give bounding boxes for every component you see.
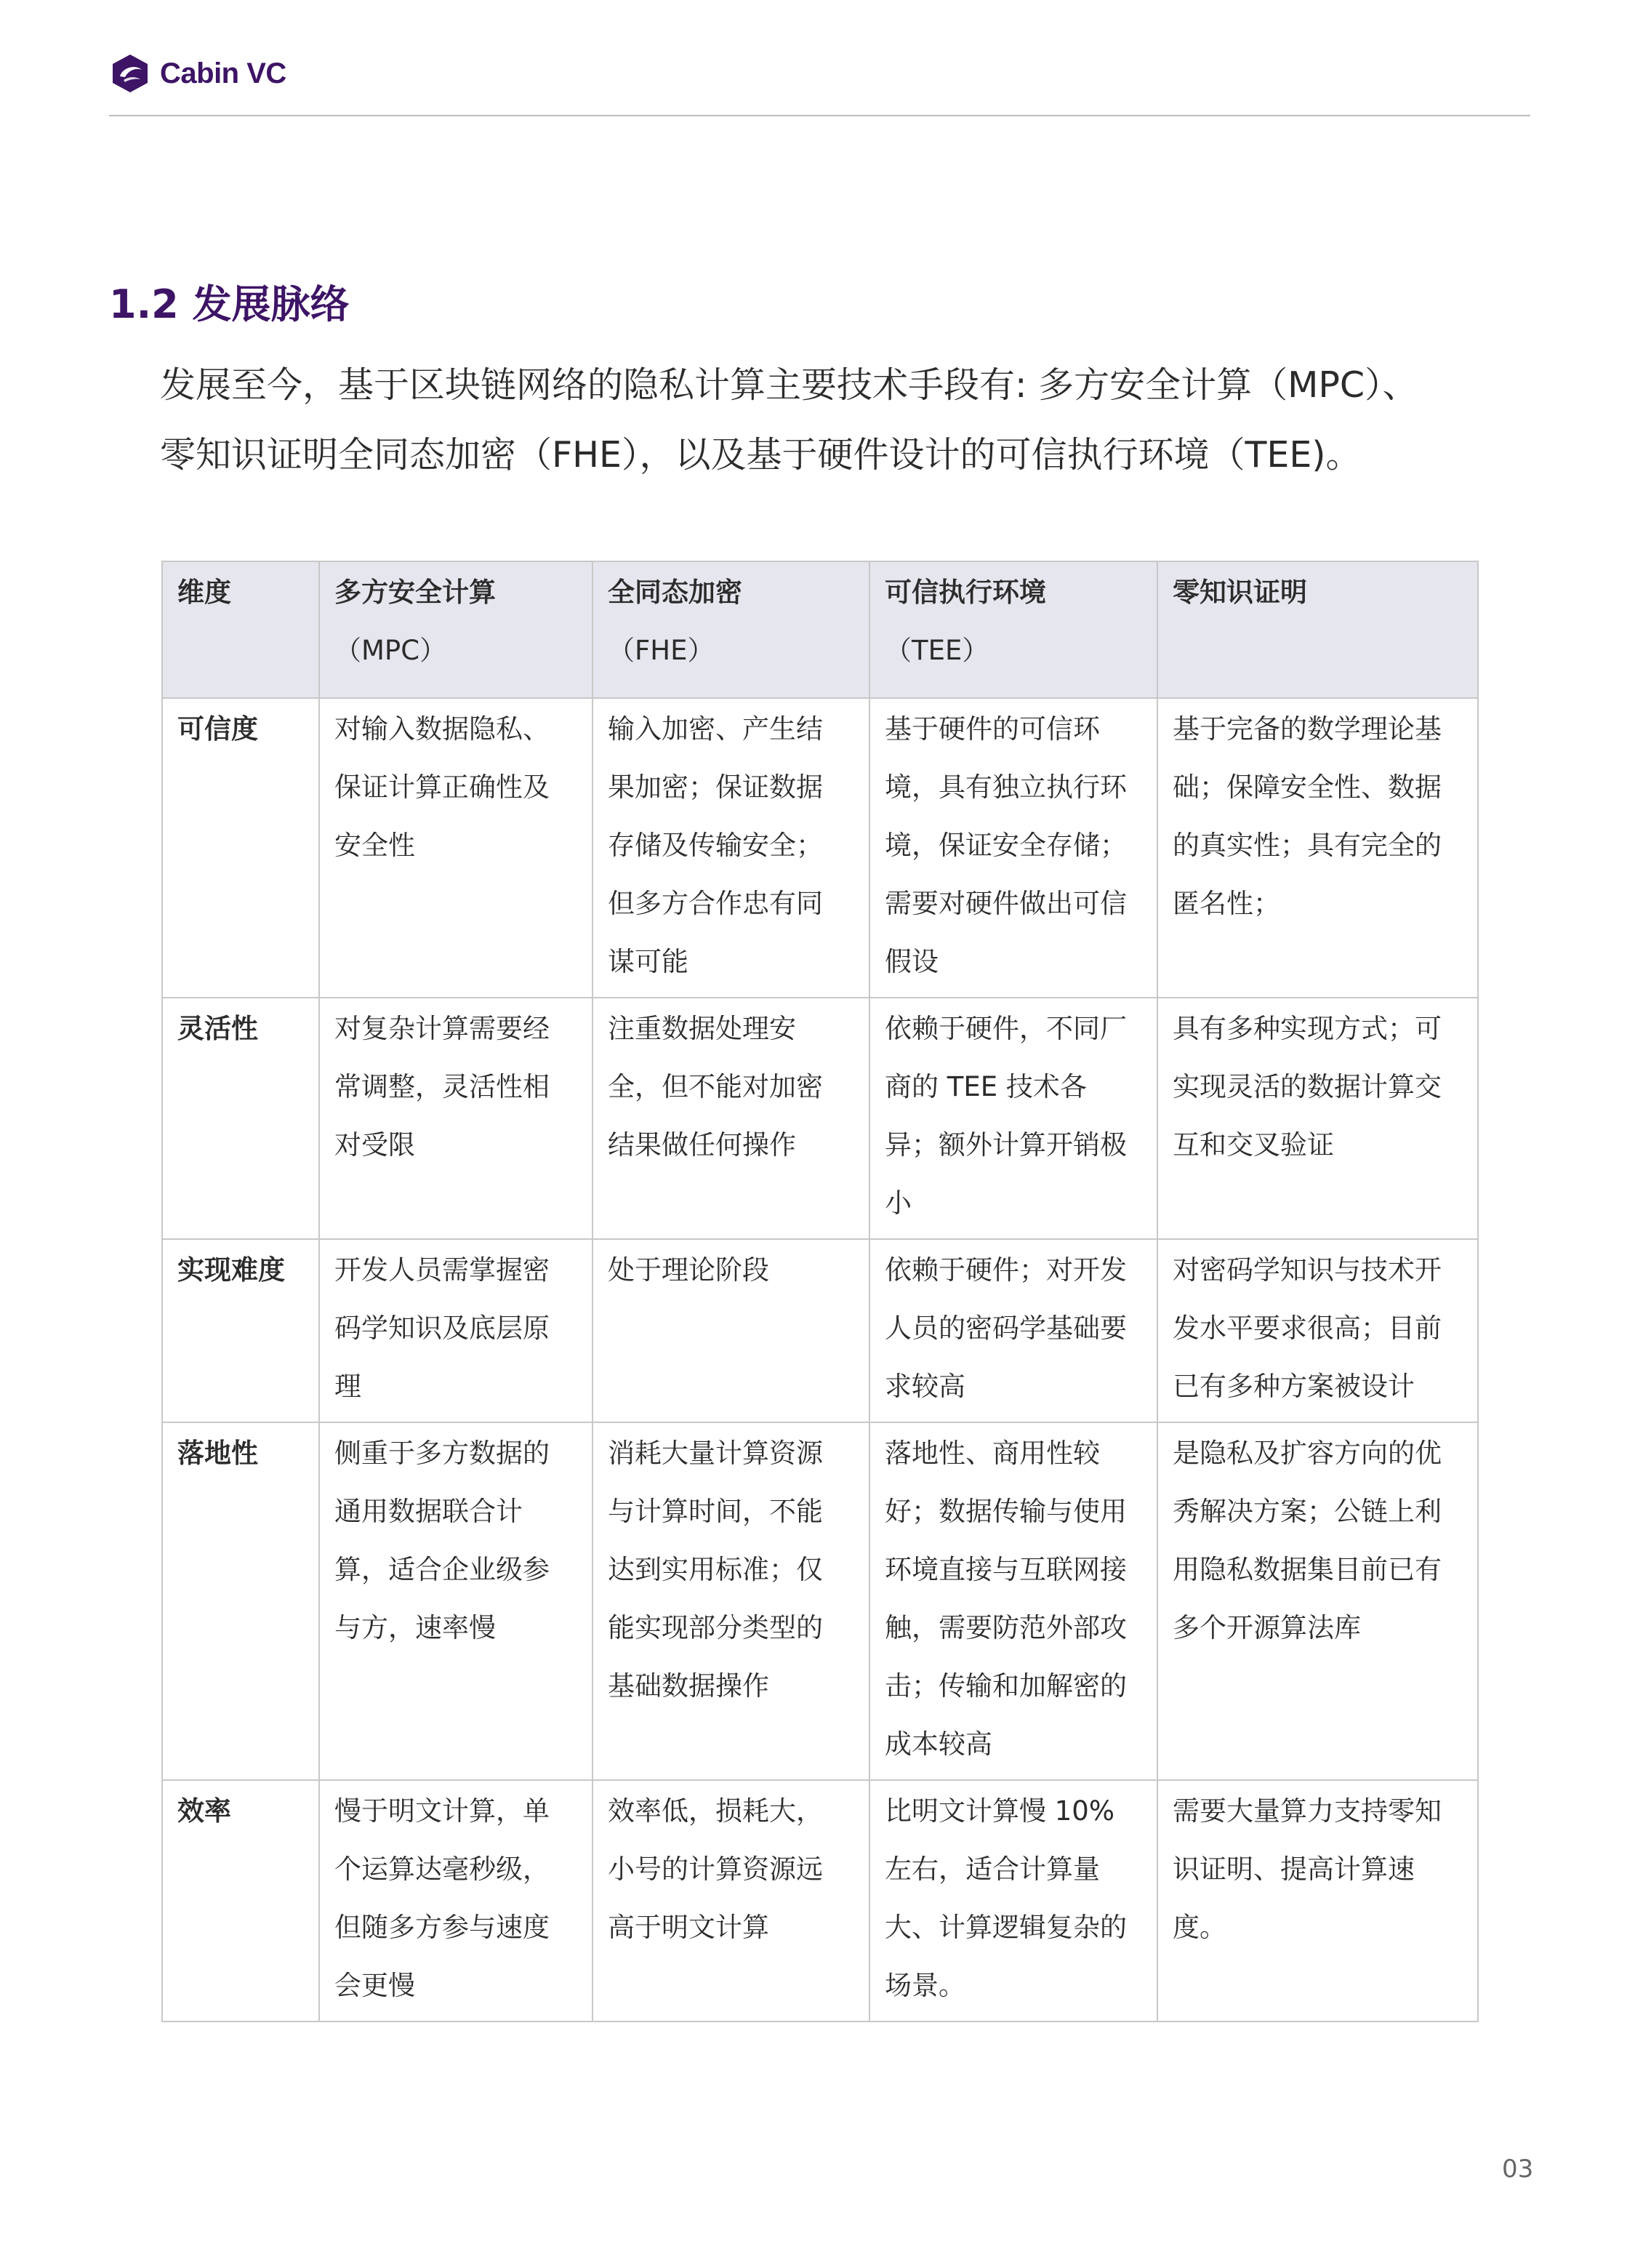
table-body	[162, 698, 1478, 2021]
header-brand	[109, 52, 286, 95]
cell-line: 左右，适合计算量	[885, 1854, 1100, 1885]
table-header-cell	[319, 561, 592, 698]
table-row	[162, 1780, 1478, 2021]
row-dimension-label: 效率	[162, 1780, 319, 2021]
header-title: 零知识证明	[1173, 577, 1307, 608]
cell-line: 多个开源算法库	[1173, 1612, 1361, 1643]
row-dimension-label: 可信度	[162, 698, 319, 998]
cell-line: 但多方合作忠有同	[608, 888, 823, 919]
cell-line: 比明文计算慢 10%	[885, 1795, 1114, 1827]
table-cell	[869, 1239, 1157, 1422]
comparison-table	[161, 561, 1479, 2022]
header-divider	[109, 115, 1530, 116]
table-cell	[592, 1422, 869, 1780]
table-row	[162, 698, 1478, 998]
intro-line-1: 发展至今，基于区块链网络的隐私计算主要技术手段有: 多方安全计算（MPC）、	[160, 364, 1418, 406]
cell-line: 能实现部分类型的	[608, 1612, 823, 1643]
table-cell	[319, 1422, 592, 1780]
cell-line: 基于完备的数学理论基	[1173, 713, 1442, 745]
cell-line: 存储及传输安全；	[608, 830, 823, 861]
cell-line: 理	[334, 1371, 361, 1402]
header-title: 多方安全计算	[334, 577, 496, 608]
cell-line: 小	[885, 1187, 912, 1219]
cell-line: 异；额外计算开销极	[885, 1129, 1127, 1161]
cell-line: 境，具有独立执行环	[885, 772, 1127, 803]
cell-line: 求较高	[885, 1371, 965, 1402]
table-cell	[319, 1780, 592, 2021]
row-dimension-label: 灵活性	[162, 998, 319, 1239]
cell-line: 与方，速率慢	[334, 1612, 496, 1643]
table-cell	[319, 998, 592, 1239]
cell-line: 击；传输和加解密的	[885, 1670, 1127, 1702]
cell-line: 输入加密、产生结	[608, 713, 823, 745]
cell-line: 基础数据操作	[608, 1670, 769, 1702]
cell-line: 发水平要求很高；目前	[1173, 1313, 1442, 1344]
cell-line: 保证计算正确性及	[334, 772, 550, 803]
table-cell	[592, 1780, 869, 2021]
table-cell	[319, 698, 592, 998]
cell-line: 度。	[1173, 1912, 1226, 1943]
table-cell	[592, 998, 869, 1239]
cell-line: 用隐私数据集目前已有	[1173, 1554, 1442, 1585]
table-cell	[592, 698, 869, 998]
cell-line: 结果做任何操作	[608, 1129, 796, 1161]
cell-line: 好；数据传输与使用	[885, 1496, 1127, 1527]
cell-line: 实现灵活的数据计算交	[1173, 1071, 1442, 1102]
cell-line: 对受限	[334, 1129, 415, 1161]
cell-line: 会更慢	[334, 1970, 415, 2001]
cell-line: 但随多方参与速度	[334, 1912, 550, 1943]
cell-line: 侧重于多方数据的	[334, 1438, 550, 1469]
cell-line: 安全性	[334, 830, 415, 861]
table-cell	[319, 1239, 592, 1422]
cell-line: 开发人员需掌握密	[334, 1254, 550, 1286]
cell-line: 依赖于硬件；对开发	[885, 1254, 1127, 1286]
cell-line: 通用数据联合计	[334, 1496, 523, 1527]
cell-line: 达到实用标准；仅	[608, 1554, 823, 1585]
header-subtitle: （TEE）	[885, 635, 989, 666]
table-header-row	[162, 561, 1478, 698]
cell-line: 需要对硬件做出可信	[885, 888, 1127, 919]
cell-line: 码学知识及底层原	[334, 1313, 550, 1344]
cell-line: 匿名性；	[1173, 888, 1280, 919]
cell-line: 与计算时间，不能	[608, 1496, 823, 1527]
row-dimension-label: 落地性	[162, 1422, 319, 1780]
cell-line: 识证明、提高计算速	[1173, 1854, 1415, 1885]
cell-line: 处于理论阶段	[608, 1254, 769, 1286]
cell-line: 基于硬件的可信环	[885, 713, 1100, 745]
cell-line: 常调整，灵活性相	[334, 1071, 550, 1102]
cell-line: 的真实性；具有完全的	[1173, 830, 1442, 861]
cell-line: 成本较高	[885, 1728, 992, 1760]
cell-line: 小号的计算资源远	[608, 1854, 823, 1885]
cell-line: 对密码学知识与技术开	[1173, 1254, 1442, 1286]
header-subtitle: （FHE）	[608, 635, 715, 666]
cell-line: 对输入数据隐私、	[334, 713, 550, 745]
cell-line: 境，保证安全存储；	[885, 830, 1127, 861]
cell-line: 触，需要防范外部攻	[885, 1612, 1127, 1643]
table-row	[162, 1422, 1478, 1780]
intro-line-2: 零知识证明全同态加密（FHE），以及基于硬件设计的可信执行环境（TEE)。	[160, 434, 1362, 476]
cell-line: 谋可能	[608, 946, 688, 977]
cell-line: 算，适合企业级参	[334, 1554, 550, 1585]
table-cell	[1157, 998, 1478, 1239]
cell-line: 是隐私及扩容方向的优	[1173, 1438, 1442, 1469]
cell-line: 环境直接与互联网接	[885, 1554, 1127, 1585]
cell-line: 落地性、商用性较	[885, 1438, 1100, 1469]
cell-line: 大、计算逻辑复杂的	[885, 1912, 1127, 1943]
page-number: 03	[1502, 2155, 1534, 2184]
row-dimension-label: 实现难度	[162, 1239, 319, 1422]
cell-line: 商的 TEE 技术各	[885, 1071, 1087, 1102]
cell-line: 高于明文计算	[608, 1912, 769, 1943]
table-cell	[1157, 1780, 1478, 2021]
cell-line: 需要大量算力支持零知	[1173, 1795, 1442, 1827]
table-cell	[1157, 1422, 1478, 1780]
section-title: 1.2 发展脉络	[109, 281, 350, 327]
cell-line: 础；保障安全性、数据	[1173, 772, 1442, 803]
cell-line: 注重数据处理安	[608, 1013, 796, 1044]
table-cell	[1157, 1239, 1478, 1422]
cell-line: 具有多种实现方式；可	[1173, 1013, 1442, 1044]
cell-line: 互和交叉验证	[1173, 1129, 1334, 1161]
brand-name: Cabin VC	[160, 57, 286, 89]
cell-line: 效率低，损耗大，	[608, 1795, 823, 1827]
cell-line: 个运算达毫秒级，	[334, 1854, 550, 1885]
table-header-cell	[869, 561, 1157, 698]
cell-line: 人员的密码学基础要	[885, 1313, 1127, 1344]
cell-line: 慢于明文计算，单	[334, 1795, 550, 1827]
table-cell	[869, 998, 1157, 1239]
table-cell	[1157, 698, 1478, 998]
table-header-cell	[592, 561, 869, 698]
table-cell	[869, 1780, 1157, 2021]
cell-line: 假设	[885, 946, 939, 977]
cell-line: 对复杂计算需要经	[334, 1013, 550, 1044]
cell-line: 消耗大量计算资源	[608, 1438, 823, 1469]
cell-line: 果加密；保证数据	[608, 772, 823, 803]
cell-line: 依赖于硬件，不同厂	[885, 1013, 1127, 1044]
cell-line: 场景。	[885, 1970, 965, 2001]
cell-line: 秀解决方案；公链上利	[1173, 1496, 1442, 1527]
cabin-vc-logo-icon	[109, 52, 151, 95]
table-header-cell	[1157, 561, 1478, 698]
header-subtitle: （MPC）	[334, 635, 447, 666]
header-title: 可信执行环境	[885, 577, 1046, 608]
cell-line: 已有多种方案被设计	[1173, 1371, 1415, 1402]
table-row	[162, 998, 1478, 1239]
cell-line: 全，但不能对加密	[608, 1071, 823, 1102]
table-cell	[869, 1422, 1157, 1780]
table-cell	[592, 1239, 869, 1422]
intro-paragraph	[160, 350, 1512, 490]
table-header-cell	[162, 561, 319, 698]
header-title: 全同态加密	[608, 577, 742, 608]
table-cell	[869, 698, 1157, 998]
header-title: 维度	[177, 577, 231, 608]
table-row	[162, 1239, 1478, 1422]
